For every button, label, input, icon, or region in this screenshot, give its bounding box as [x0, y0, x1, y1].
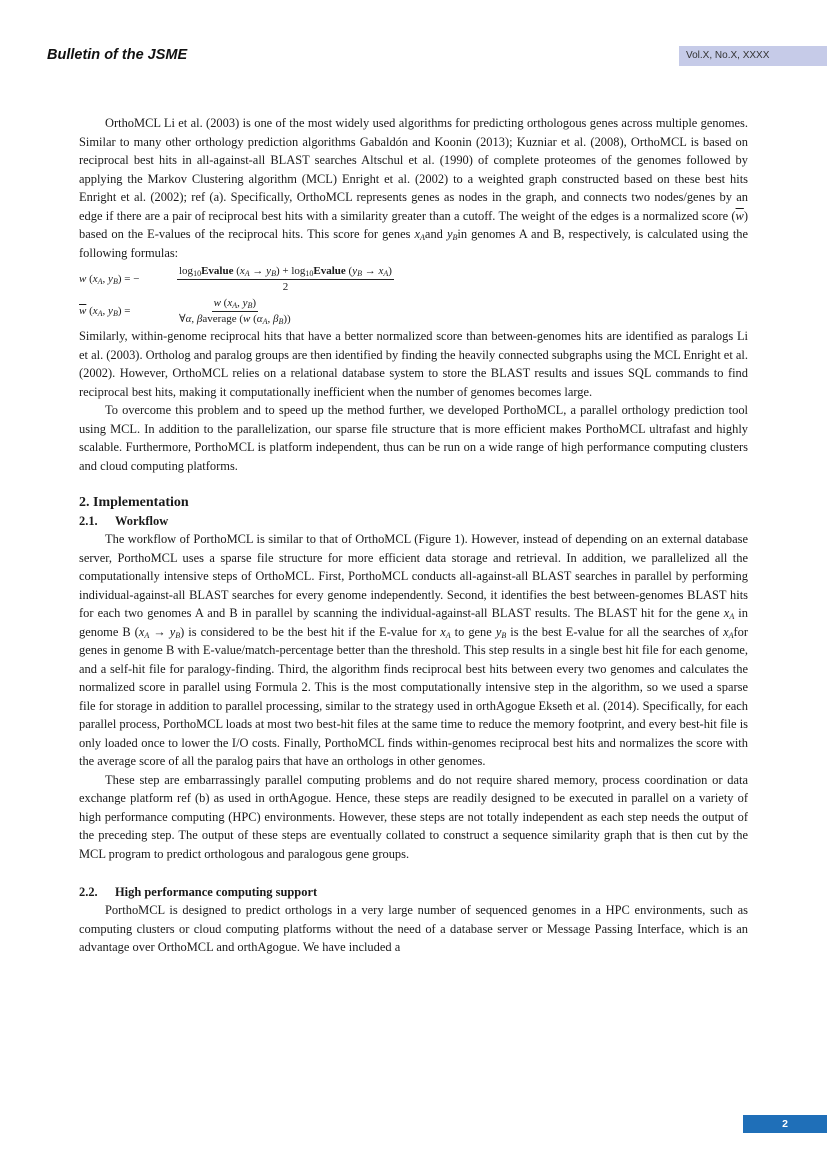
equation-1-lhs: w ($x_A$, $y_B$) = −	[79, 273, 140, 287]
subsection-heading-hpc: 2.2. High performance computing support	[79, 885, 318, 899]
intro-paragraph-3: To overcome this problem and to speed up the method further, we developed PorthoMCL, a parallel orthology prediction tool using MCL. In addition to the parallelization, our sparse file structure that is more efficient makes PorthoMCL ultrafast and highly scalable. Furthermore, PorthoMCL is platform independent, thus can be run on a wide range of high performance computing clusters and cloud computing platforms.	[79, 403, 748, 473]
workflow-paragraph-1: The workflow of PorthoMCL is similar to that of OrthoMCL (Figure 1). However, instead of depending on an external database server, PorthoMCL uses a sparse file structure for more efficient data storage and retrieval. In addition, we parallelized all the computationally intensive steps of OrthoMCL. First, PorthoMCL conducts all-against-all BLAST searches in parallel by performing individual-against-all BLAST searches for every genome independently. Second, it identifies the best between-genomes BLAST hits for each two genomes A and B in parallel by scanning the individual-against-all BLAST results. The BLAST hit for the gene $x_A$ in genome B $(x_A \to y_B)$ is considered to be the best hit if the E-value for $x_A$ to gene $y_B$ is the best E-value for all the searches of $x_Afor$ genes in genome B with E-value/match-percentage better than the threshold. This step results in a single best hit file for each genome, and a self-hit file for paralogy-finding. Third, the algorithm finds reciprocal best hits between every two genomes and calculates the normalized score in parallel using Formula 2. This is the most computationally intensive step in the algorithm, so we used a sparse file for storage in addition to parallel processing, similar to the strategy used in orthAgogue Ekseth et al. (2014). Specifically, for each parallel process, PorthoMCL loads at most two best-hit files at the same time to reduce the memory footprint, and every best-hit file is only loaded once to lower the I/O costs. Finally, PorthoMCL finds within-genomes reciprocal best hits and normalizes the score with the average score of all the paralog pairs that have an orthologs in other genomes.	[79, 532, 749, 768]
section-heading-implementation: 2. Implementation	[79, 495, 189, 510]
score-equations	[79, 265, 748, 326]
equation-2-denominator: ∀α, βaverage (w ($\alpha_A$, $\beta_B$))	[179, 313, 291, 326]
equation-1-numerator: $\log_{10}Evalue$ $(x_A \to y_B)$ + $\log_{10}Evalue$ $(y_B \to x_A)$	[179, 265, 392, 278]
volume-badge: Vol.X, No.X, XXXX	[679, 46, 827, 66]
workflow-paragraph-2: These step are embarrassingly parallel computing problems and do not require shared memory, process coordination or data exchange platform ref (b) as used in orthAgogue. Hence, these steps are readily designed to be executed in parallel on a variety of high performance computing (HPC) environments. However, these steps are not totally independent as each step needs the output of the preceding step. The output of these steps are eventually collated to construct a sequence similarity graph that is then cut by the MCL program to predict orthologous and paralogous gene groups.	[79, 772, 748, 861]
equation-2-lhs: $\overline{w}$ ($x_A$, $y_B$) =	[79, 305, 131, 319]
hpc-paragraph-1: PorthoMCL is designed to predict orthologs in a very large number of sequenced genomes in a HPC environments, such as computing clusters or cloud computing platforms without the need of a database server or Message Passing Interface, which is an advantage over OrthoMCL and orthAgogue. We have included a	[79, 903, 748, 954]
equation-1-fraction	[177, 265, 394, 294]
page-body	[79, 114, 748, 957]
journal-title: Bulletin of the JSME	[47, 47, 188, 63]
equation-1-denominator: 2	[282, 281, 289, 293]
intro-paragraph-2: Similarly, within-genome reciprocal hits that have a better normalized score than between-genomes hits are identified as paralogs Li et al. (2003). Ortholog and paralog groups are then identified by finding the heavily connected subgraphs using the MCL Enright et al. (2002). However, OrthoMCL relies on a relational database system to store the BLAST results and issues SQL commands to find reciprocal best hits, making it computationally inefficient when the number of genomes becomes large.	[79, 329, 748, 399]
equation-1	[79, 265, 394, 294]
page-number: 2	[743, 1115, 827, 1133]
equation-2	[79, 297, 293, 326]
subsection-heading-workflow: 2.1. Workflow	[79, 514, 169, 528]
intro-paragraph-1: OrthoMCL Li et al. (2003) is one of the most widely used algorithms for predicting orthologous genes across multiple genomes. Similar to many other orthology prediction algorithms Gabaldón and Koonin (2013); Kuzniar et al. (2008), OrthoMCL is based on reciprocal best hits in all-against-all BLAST searches Altschul et al. (1990) of complete proteomes of the genomes followed by applying the Markov Clustering algorithm (MCL) Enright et al. (2002) to a weighted graph constructed based on these best hits Enright et al. (2002); ref (a). Specifically, OrthoMCL represents genes as nodes in the graph, and connects two nodes/genes by an edge if there are a pair of reciprocal best hits with a similarity greater than a cutoff. The weight of the edges is a normalized score $(\overline{w})$ based on the E-values of the reciprocal hits. This score for genes $x_Aand$ $y_Bin$ genomes A and B, respectively, is calculated using the following formulas:	[79, 116, 749, 260]
equation-2-fraction	[177, 297, 293, 326]
equation-2-numerator: w ($x_A$, $y_B$)	[213, 297, 257, 310]
